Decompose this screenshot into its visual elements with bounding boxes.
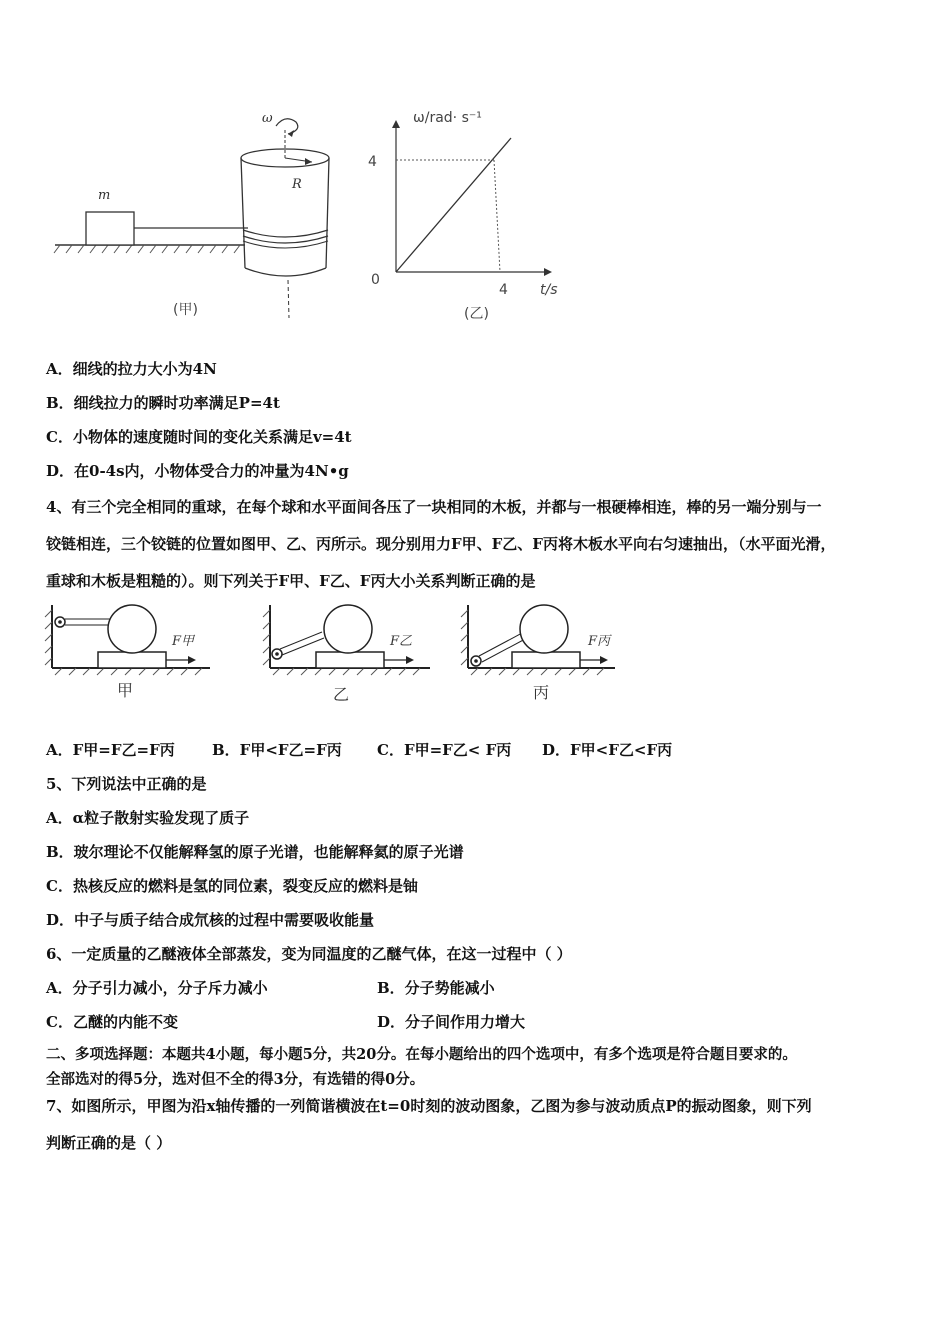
- figure-caption-yi: (乙): [464, 306, 489, 322]
- q4-option-c: C．F甲=F乙< F丙: [377, 741, 512, 759]
- q4-stem-line2: 铰链相连，三个铰链的位置如图甲、乙、丙所示。现分别用力F甲、F乙、F丙将木板水平向右匀速抽出，（水平面光滑，: [46, 535, 836, 553]
- q4-fig-caption-bing: 丙: [533, 683, 550, 702]
- q4-figure-yi: [263, 605, 430, 675]
- figure-caption-jia: (甲): [173, 302, 198, 318]
- radius-label: R: [292, 177, 302, 192]
- q3-option-b: B．细线拉力的瞬时功率满足P=4t: [46, 394, 280, 412]
- graph-ylabel: ω/rad· s⁻¹: [413, 110, 482, 126]
- q3-option-d: D．在0-4s内，小物体受合力的冲量为4N•g: [46, 462, 349, 480]
- q4-figure-bing: [461, 605, 615, 675]
- q6-option-a: A．分子引力减小，分子斥力减小: [46, 979, 268, 997]
- q6-stem: 6、一定质量的乙醚液体全部蒸发，变为同温度的乙醚气体，在这一过程中（ ）: [46, 945, 572, 963]
- q4-figure-jia: [45, 605, 210, 675]
- q3-figure: [40, 100, 580, 330]
- q5-option-d: D．中子与质子结合成氘核的过程中需要吸收能量: [46, 911, 375, 929]
- block-mass-label: m: [98, 188, 111, 203]
- q4-option-d: D．F甲<F乙<F丙: [542, 741, 673, 759]
- q4-stem-line1: 4、有三个完全相同的重球，在每个球和水平面间各压了一块相同的木板，并都与一根硬棒相连，棒的另一端分别与一: [46, 498, 822, 516]
- q5-option-a: A．α粒子散射实验发现了质子: [46, 809, 250, 827]
- force-label-yi: F乙: [390, 634, 413, 649]
- q7-stem-line1: 7、如图所示，甲图为沿x轴传播的一列简谐横波在t=0时刻的波动图象，乙图为参与波动质点P的振动图象，则下列: [46, 1097, 812, 1115]
- q3-option-a: A．细线的拉力大小为4N: [46, 360, 217, 378]
- q4-fig-caption-yi: 乙: [333, 685, 350, 704]
- q4-option-b: B．F甲<F乙=F丙: [212, 741, 342, 759]
- graph-y-tick: 4: [368, 154, 377, 170]
- section2-heading-line2: 全部选对的得5分，选对但不全的得3分，有选错的得0分。: [46, 1071, 425, 1088]
- q3-option-c: C．小物体的速度随时间的变化关系满足v=4t: [46, 428, 352, 446]
- q6-option-b: B．分子势能减小: [377, 979, 495, 997]
- graph-x-tick: 4: [499, 282, 508, 298]
- q4-option-a: A．F甲=F乙=F丙: [46, 741, 175, 759]
- graph-xlabel: t/s: [540, 282, 558, 298]
- force-label-bing: F丙: [588, 634, 611, 649]
- q6-option-d: D．分子间作用力增大: [377, 1013, 526, 1031]
- omega-label: ω: [262, 111, 273, 126]
- q6-option-c: C．乙醚的内能不变: [46, 1013, 178, 1031]
- q5-option-c: C．热核反应的燃料是氢的同位素，裂变反应的燃料是铀: [46, 877, 418, 895]
- graph-origin: 0: [371, 272, 380, 288]
- section2-heading-line1: 二、多项选择题：本题共4小题，每小题5分，共20分。在每小题给出的四个选项中，有多个选项是符合题目要求的。: [46, 1046, 797, 1063]
- omega-time-graph: [368, 110, 558, 322]
- q7-stem-line2: 判断正确的是（ ）: [46, 1134, 172, 1152]
- force-label-jia: F甲: [172, 634, 195, 649]
- q5-option-b: B．玻尔理论不仅能解释氢的原子光谱，也能解释氦的原子光谱: [46, 843, 464, 861]
- q4-stem-line3: 重球和木板是粗糙的）。则下列关于F甲、F乙、F丙大小关系判断正确的是: [46, 572, 536, 590]
- q4-fig-caption-jia: 甲: [117, 681, 134, 700]
- q5-stem: 5、下列说法中正确的是: [46, 775, 207, 793]
